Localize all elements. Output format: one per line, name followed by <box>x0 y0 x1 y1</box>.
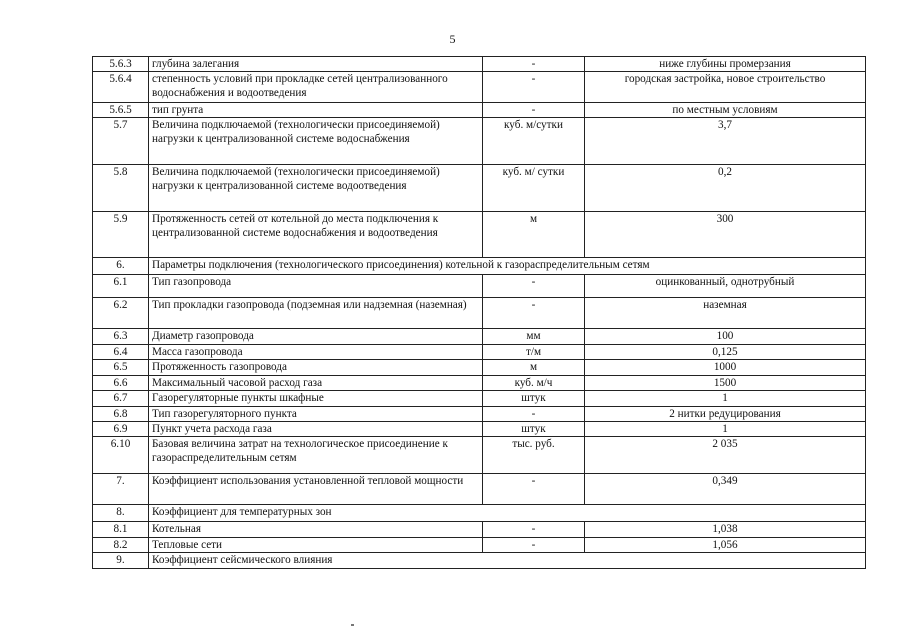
parameter-name: Максимальный часовой расход газа <box>149 376 483 391</box>
section-row <box>93 553 866 569</box>
value: 1,038 <box>585 522 866 538</box>
table-row <box>93 345 866 360</box>
row-number: 7. <box>93 474 149 505</box>
parameter-name: Пункт учета расхода газа <box>149 422 483 437</box>
table-row <box>93 538 866 553</box>
parameter-name: тип грунта <box>149 103 483 118</box>
value: по местным условиям <box>585 103 866 118</box>
unit: куб. м/ сутки <box>483 165 585 212</box>
row-number: 6.7 <box>93 391 149 407</box>
parameter-name: Тип газопровода <box>149 275 483 298</box>
parameter-name: Тип газорегуляторного пункта <box>149 407 483 422</box>
parameter-name: Диаметр газопровода <box>149 329 483 345</box>
scan-speck <box>351 624 354 626</box>
row-number: 6.8 <box>93 407 149 422</box>
row-number: 9. <box>93 553 149 569</box>
parameter-name: Коэффициент использования установленной тепловой мощности <box>149 474 483 505</box>
row-number: 6.5 <box>93 360 149 376</box>
table-row <box>93 298 866 329</box>
value: 0,125 <box>585 345 866 360</box>
unit: куб. м/сутки <box>483 118 585 165</box>
table-row <box>93 391 866 407</box>
row-number: 6.3 <box>93 329 149 345</box>
row-number: 6.9 <box>93 422 149 437</box>
unit: штук <box>483 391 585 407</box>
table-row <box>93 407 866 422</box>
row-number: 6.1 <box>93 275 149 298</box>
unit: тыс. руб. <box>483 437 585 474</box>
row-number: 5.6.3 <box>93 57 149 72</box>
unit: - <box>483 538 585 553</box>
unit: м <box>483 212 585 258</box>
table-row <box>93 103 866 118</box>
value: городская застройка, новое строительство <box>585 72 866 103</box>
unit: т/м <box>483 345 585 360</box>
table-row <box>93 329 866 345</box>
row-number: 6.6 <box>93 376 149 391</box>
value: 0,2 <box>585 165 866 212</box>
parameter-name: Величина подключаемой (технологически присоединяемой) нагрузки к централизованной системе водоотведения <box>149 165 483 212</box>
row-number: 8.2 <box>93 538 149 553</box>
section-row <box>93 258 866 275</box>
section-row <box>93 505 866 522</box>
parameter-name: Тепловые сети <box>149 538 483 553</box>
parameter-name: Базовая величина затрат на технологическое присоединение к газораспределительным сетям <box>149 437 483 474</box>
parameter-name: Протяженность газопровода <box>149 360 483 376</box>
parameter-name: Протяженность сетей от котельной до места подключения к централизованной системе водоснабжения и водоотведения <box>149 212 483 258</box>
unit: - <box>483 298 585 329</box>
table-row <box>93 275 866 298</box>
table-row <box>93 57 866 72</box>
page-number: 5 <box>449 32 456 46</box>
value: 1,056 <box>585 538 866 553</box>
unit: - <box>483 474 585 505</box>
value: 100 <box>585 329 866 345</box>
parameter-name: степенность условий при прокладке сетей централизованного водоснабжения и водоотведения <box>149 72 483 103</box>
parameter-name: Тип прокладки газопровода (подземная или надземная (наземная) <box>149 298 483 329</box>
table-row <box>93 437 866 474</box>
value: 0,349 <box>585 474 866 505</box>
unit: - <box>483 57 585 72</box>
row-number: 6. <box>93 258 149 275</box>
value: 1000 <box>585 360 866 376</box>
section-title: Параметры подключения (технологического присоединения) котельной к газораспределительным сетям <box>149 258 866 275</box>
unit: куб. м/ч <box>483 376 585 391</box>
row-number: 5.9 <box>93 212 149 258</box>
parameter-name: Масса газопровода <box>149 345 483 360</box>
unit: - <box>483 522 585 538</box>
table-row <box>93 118 866 165</box>
table-row <box>93 474 866 505</box>
row-number: 5.8 <box>93 165 149 212</box>
row-number: 6.10 <box>93 437 149 474</box>
value: 300 <box>585 212 866 258</box>
parameter-name: Котельная <box>149 522 483 538</box>
row-number: 5.6.5 <box>93 103 149 118</box>
section-title: Коэффициент сейсмического влияния <box>149 553 866 569</box>
parameters-table <box>92 56 866 569</box>
value: 2 нитки редуцирования <box>585 407 866 422</box>
row-number: 8. <box>93 505 149 522</box>
value: 2 035 <box>585 437 866 474</box>
unit: - <box>483 72 585 103</box>
parameter-name: глубина залегания <box>149 57 483 72</box>
table-row <box>93 360 866 376</box>
unit: штук <box>483 422 585 437</box>
value: ниже глубины промерзания <box>585 57 866 72</box>
row-number: 5.7 <box>93 118 149 165</box>
unit: - <box>483 407 585 422</box>
row-number: 6.4 <box>93 345 149 360</box>
parameter-name: Величина подключаемой (технологически присоединяемой) нагрузки к централизованной системе водоснабжения <box>149 118 483 165</box>
row-number: 5.6.4 <box>93 72 149 103</box>
value: оцинкованный, однотрубный <box>585 275 866 298</box>
value: 1500 <box>585 376 866 391</box>
value: наземная <box>585 298 866 329</box>
row-number: 8.1 <box>93 522 149 538</box>
table-row <box>93 376 866 391</box>
unit: мм <box>483 329 585 345</box>
row-number: 6.2 <box>93 298 149 329</box>
value: 3,7 <box>585 118 866 165</box>
table-row <box>93 522 866 538</box>
section-title: Коэффициент для температурных зон <box>149 505 866 522</box>
value: 1 <box>585 422 866 437</box>
parameter-name: Газорегуляторные пункты шкафные <box>149 391 483 407</box>
unit: - <box>483 275 585 298</box>
unit: м <box>483 360 585 376</box>
table-row <box>93 72 866 103</box>
value: 1 <box>585 391 866 407</box>
table-row <box>93 422 866 437</box>
table-row <box>93 212 866 258</box>
table-row <box>93 165 866 212</box>
unit: - <box>483 103 585 118</box>
